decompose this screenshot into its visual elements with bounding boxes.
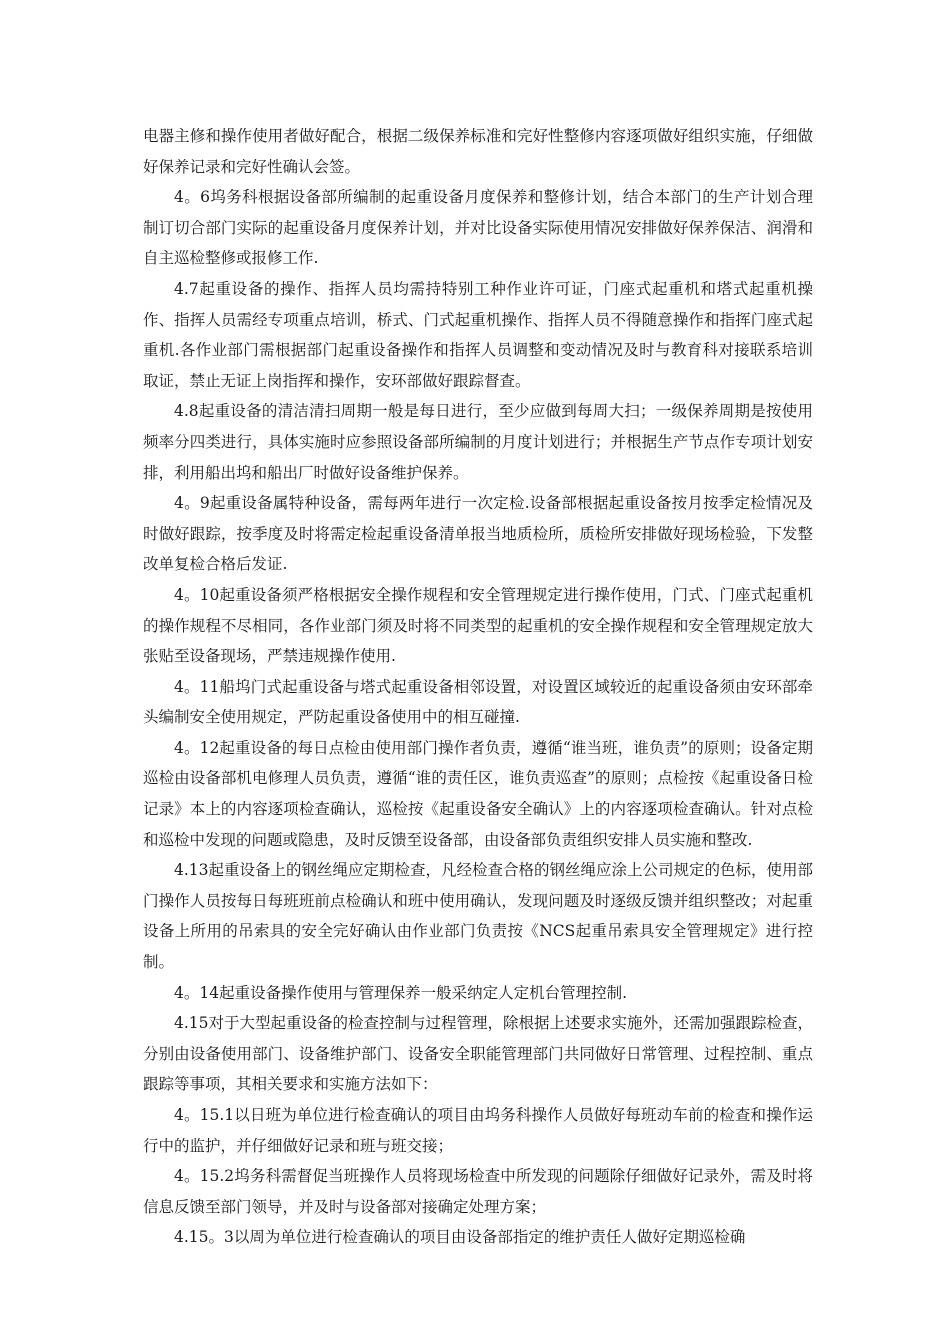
paragraph-continued: 电器主修和操作使用者做好配合，根据二级保养标准和完好性整修内容逐项做好组织实施，仔细做好保养记录和完好性确认会签。 <box>143 127 813 176</box>
paragraph-4-15-1: 4。15.1以日班为单位进行检查确认的项目由坞务科操作人员做好每班动车前的检查和操作运行中的监护，并仔细做好记录和班与班交接； <box>143 1106 813 1155</box>
paragraph-4-13: 4.13起重设备上的钢丝绳应定期检查，凡经检查合格的钢丝绳应涂上公司规定的色标，使用部门操作人员按每日每班班前点检确认和班中使用确认，发现问题及时逐级反馈并组织整改；对起重设备上所用的吊索具的安全完好确认由作业部门负责按《NCS起重吊索具安全管理规定》进行控制。 <box>143 861 814 972</box>
document-body <box>143 121 813 1253</box>
paragraph-4-11: 4。11船坞门式起重设备与塔式起重设备相邻设置，对设置区域较近的起重设备须由安环部牵头编制安全使用规定，严防起重设备使用中的相互碰撞. <box>143 677 813 727</box>
paragraph-4-14: 4。14起重设备操作使用与管理保养一般采纳定人定机台管理控制. <box>174 983 628 1002</box>
paragraph-4-12: 4。12起重设备的每日点检由使用部门操作者负责，遵循“谁当班，谁负责”的原则；设备定期巡检由设备部机电修理人员负责，遵循“谁的责任区，谁负责巡查”的原则；点检按《起重设备日检记录》本上的内容逐项检查确认，巡检按《起重设备安全确认》上的内容逐项检查确认。针对点检和巡检中发现的问题或隐患，及时反馈至设备部，由设备部负责组织安排人员实施和整改. <box>143 738 813 849</box>
paragraph-4-8: 4.8起重设备的清洁清扫周期一般是每日进行，至少应做到每周大扫；一级保养周期是按使用频率分四类进行，具体实施时应参照设备部所编制的月度计划进行；并根据生产节点作专项计划安排，利用船出坞和船出厂时做好设备维护保养。 <box>143 402 813 482</box>
paragraph-4-10: 4。10起重设备须严格根据安全操作规程和安全管理规定进行操作使用，门式、门座式起重机的操作规程不尽相同，各作业部门须及时将不同类型的起重机的安全操作规程和安全管理规定放大张贴至设备现场，严禁违规操作使用. <box>143 585 813 666</box>
paragraph-4-15-3: 4.15。3以周为单位进行检查确认的项目由设备部指定的维护责任人做好定期巡检确 <box>174 1228 746 1247</box>
paragraph-4-15-2: 4。15.2坞务科需督促当班操作人员将现场检查中所发现的问题除仔细做好记录外，需及时将信息反馈至部门领导，并及时与设备部对接确定处理方案； <box>143 1167 813 1216</box>
paragraph-4-15: 4.15对于大型起重设备的检查控制与过程管理，除根据上述要求实施外，还需加强跟踪检查，分别由设备使用部门、设备维护部门、设备安全职能管理部门共同做好日常管理、过程控制、重点跟踪等事项，其相关要求和实施方法如下： <box>143 1014 814 1094</box>
paragraph-4-7: 4.7起重设备的操作、指挥人员均需持特别工种作业许可证，门座式起重机和塔式起重机操作、指挥人员需经专项重点培训，桥式、门式起重机操作、指挥人员不得随意操作和指挥门座式起重机.各作业部门需根据部门起重设备操作和指挥人员调整和变动情况及时与教育科对接联系培训取证，禁止无证上岗指挥和操作，安环部做好跟踪督查。 <box>143 279 813 390</box>
paragraph-4-9: 4。9起重设备属特种设备，需每两年进行一次定检.设备部根据起重设备按月按季定检情况及时做好跟踪，按季度及时将需定检起重设备清单报当地质检所，质检所安排做好现场检验，下发整改单复检合格后发证. <box>143 494 813 574</box>
paragraph-4-6: 4。6坞务科根据设备部所编制的起重设备月度保养和整修计划，结合本部门的生产计划合理制订切合部门实际的起重设备月度保养计划，并对比设备实际使用情况安排做好保养保洁、润滑和自主巡检整修或报修工作. <box>143 188 813 268</box>
